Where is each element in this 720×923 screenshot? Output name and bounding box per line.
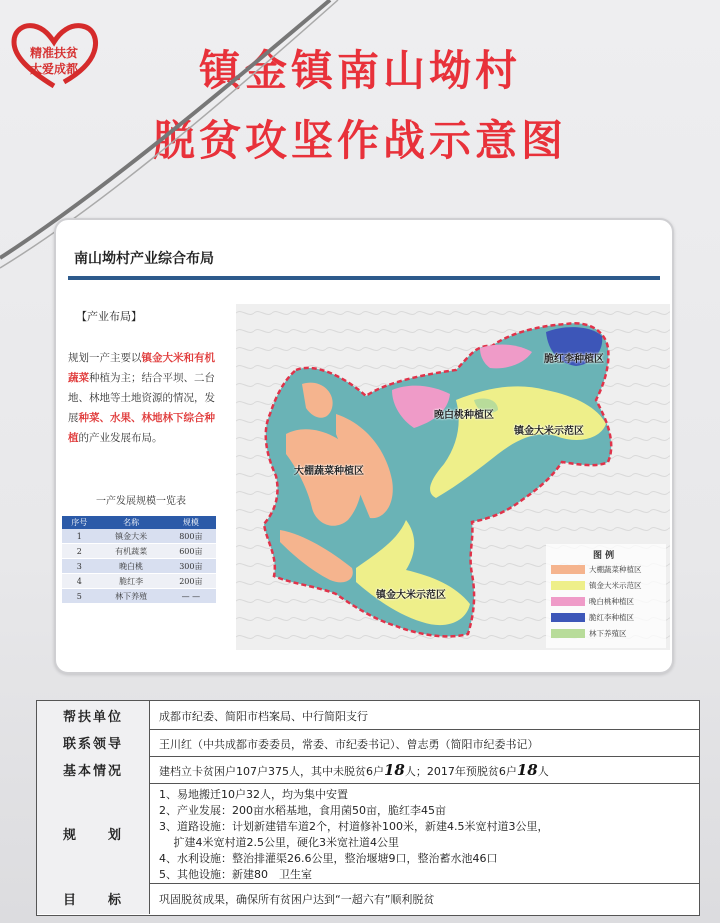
section-title: 【产业布局】 [76,310,142,323]
plan-line: 1、易地搬迁10户32人，均为集中安置 [159,788,348,801]
legend-label: 林下养殖区 [589,629,627,638]
col-name: 名称 [97,516,166,529]
panel-title: 南山坳村产业综合布局 [74,251,214,267]
cell: 林下养殖 [97,589,166,604]
col-scale: 规模 [166,516,216,529]
legend-item [551,628,651,640]
desc-part3: 的产业发展布局。 [78,432,163,444]
cell: — — [166,589,216,604]
table-row [62,544,216,559]
label-vegetable-zone: 大棚蔬菜种植区 [294,466,364,477]
handwritten-number: 18 [384,761,405,779]
cell: 1 [62,529,97,544]
desc-part2: 种植为主；结合平坝、二台地、林地等土地资源的情况，发展 [68,372,215,424]
cell: 镇金大米 [97,529,166,544]
col-index: 序号 [62,516,97,529]
cell: 300亩 [166,559,216,574]
info-value: 巩固脱贫成果，确保所有贫困户达到“一超六有”顺利脱贫 [159,893,435,906]
panel-divider [68,276,660,280]
info-value [159,761,549,779]
basic-text-a: 建档立卡贫困户107户375人，其中未脱贫6户 [159,765,384,778]
info-value: 成都市纪委、简阳市档案局、中行简阳支行 [159,710,368,723]
legend-swatch [551,629,585,638]
table-row [62,574,216,589]
poster-title-line2: 脱贫攻坚作战示意图 [152,116,567,165]
plan-line: 扩建4米宽村道2.5公里，硬化3米宽社道4公里 [159,836,399,849]
plan-list [159,787,548,883]
desc-highlight1: 镇金大米和有机蔬菜 [68,352,215,384]
cell: 800亩 [166,529,216,544]
label-plum-zone: 脆红李种植区 [544,354,604,365]
info-row-plan [37,783,699,884]
info-key: 规 划 [37,783,150,883]
logo-line2: 大爱成都 [29,62,78,76]
plan-line: 5、其他设施：新建80 卫生室 [159,868,312,881]
info-key: 目 标 [37,883,150,914]
basic-text-b: 人；2017年预脱贫6户 [404,765,517,778]
info-key: 联系领导 [37,729,150,756]
label-rice-north: 镇金大米示范区 [514,426,584,437]
cell: 3 [62,559,97,574]
legend-label: 脆红李种植区 [589,613,634,622]
legend-item [551,564,651,576]
info-row-basic-situation [37,756,699,784]
info-row-contact-leader [37,729,699,757]
info-value: 王川红（中共成都市委委员，常委、市纪委书记）、曾志勇（简阳市纪委书记） [159,738,539,751]
plan-line: 3、道路设施：计划新建错车道2个，村道修补100米，新建4.5米宽村道3公里， [159,820,549,833]
layout-description [68,348,218,448]
label-rice-south: 镇金大米示范区 [376,590,446,601]
table-row [62,589,216,604]
legend-title: 图 例 [593,551,615,561]
cell: 5 [62,589,97,604]
info-table [36,700,700,916]
legend-label: 大棚蔬菜种植区 [589,565,642,574]
cell: 4 [62,574,97,589]
info-row-goal [37,883,699,914]
legend-swatch [551,565,585,574]
legend-item [551,612,651,624]
cell: 有机蔬菜 [97,544,166,559]
cell: 晚白桃 [97,559,166,574]
legend-label: 晚白桃种植区 [589,597,634,606]
info-row-support-unit [37,701,699,730]
table-row [62,559,216,574]
cell: 脆红李 [97,574,166,589]
scale-table [62,516,216,604]
label-peach-zone: 晚白桃种植区 [434,410,494,421]
cell: 600亩 [166,544,216,559]
poster-title-line1: 镇金镇南山坳村 [198,46,521,95]
legend-item [551,596,651,608]
map-legend [551,548,651,644]
table-row [62,529,216,544]
plan-line: 4、水利设施：整治排灌渠26.6公里，整治堰塘9口，整治蓄水池46口 [159,852,498,865]
desc-part1: 规划一产主要以 [68,352,142,364]
handwritten-number: 18 [516,761,538,779]
cell: 2 [62,544,97,559]
plan-line: 2、产业发展：200亩水稻基地，食用菌50亩，脆红李45亩 [159,804,446,817]
scale-table-title: 一产发展规模一览表 [96,496,186,507]
legend-swatch [551,613,585,622]
cell: 200亩 [166,574,216,589]
info-key: 帮扶单位 [37,701,150,729]
logo-line1: 精准扶贫 [29,46,78,60]
legend-swatch [551,597,585,606]
legend-item [551,580,651,592]
legend-swatch [551,581,585,590]
scale-table-header [62,516,216,529]
info-key: 基本情况 [37,756,150,783]
industry-layout-panel [54,218,674,674]
basic-text-c: 人 [537,765,549,778]
legend-label: 镇金大米示范区 [589,581,642,590]
desc-highlight2: 种菜、水果、林地林下综合种植 [68,412,215,444]
